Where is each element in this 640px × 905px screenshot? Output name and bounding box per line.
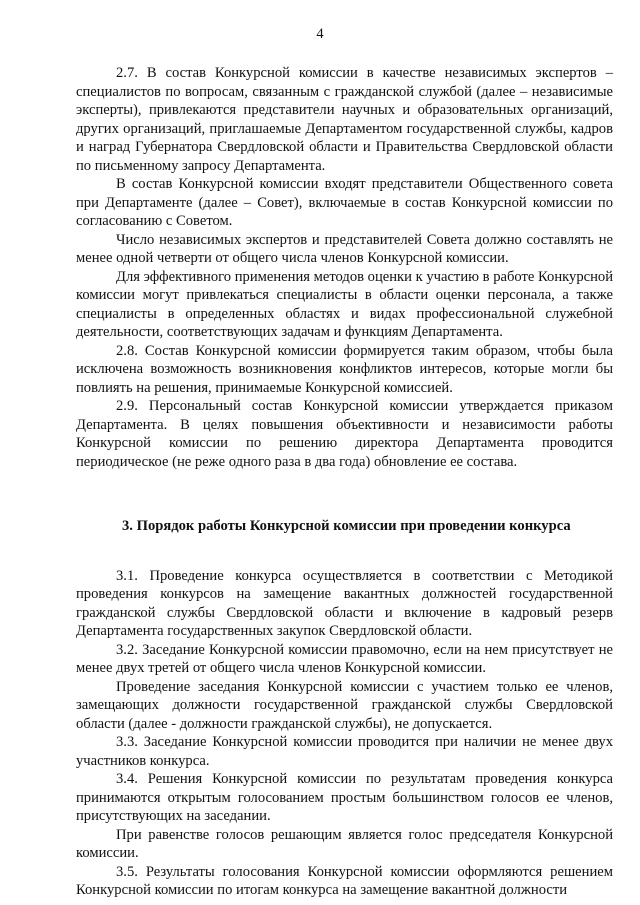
page-number: 4 xyxy=(316,26,324,42)
paragraph-2-9: 2.9. Персональный состав Конкурсной комиссии утверждается приказом Департамента. В целях повышения объективности и независимости работы Конкурсной комиссии по решению директора Департамента проводится периодическое (не реже одного раза в два года) обновление ее состава. xyxy=(76,398,613,470)
paragraph-session-restriction: Проведение заседания Конкурсной комиссии с участием только ее членов, замещающих должности государственной гражданской службы Свердловской области (далее - должности гражданской службы), не допускается. xyxy=(76,678,613,732)
paragraph-assessment-specialists: Для эффективного применения методов оценки к участию в работе Конкурсной комиссии могут привлекаться специалисты в области оценки персонала, а также специалисты в определенных областях и видах профессиональной служебной деятельности, соответствующих задачам и функциям Департамента. xyxy=(76,268,614,340)
paragraph-3-4: 3.4. Решения Конкурсной комиссии по результатам проведения конкурса принимаются открытым голосованием простым большинством голосов ее членов, присутствующих на заседании. xyxy=(76,771,613,824)
paragraph-3-1: 3.1. Проведение конкурса осуществляется в соответствии с Методикой проведения конкурсов на замещение вакантных должностей государственной гражданской службы Свердловской области и включение в кадровый резерв Департамента государственных закупок Свердловской области. xyxy=(76,567,613,639)
paragraph-2-8: 2.8. Состав Конкурсной комиссии формируется таким образом, чтобы была исключена возможность возникновения конфликтов интересов, которые могли бы повлиять на решения, принимаемые Конкурсной комиссией. xyxy=(76,342,613,396)
paragraph-3-3: 3.3. Заседание Конкурсной комиссии проводится при наличии не менее двух участников конкурса. xyxy=(76,734,613,769)
paragraph-3-2: 3.2. Заседание Конкурсной комиссии правомочно, если на нем присутствует не менее двух третей от общего числа членов Конкурсной комиссии. xyxy=(76,641,613,676)
paragraph-tie-vote: При равенстве голосов решающим является голос председателя Конкурсной комиссии. xyxy=(76,826,613,861)
paragraph-council-members: В состав Конкурсной комиссии входят представители Общественного совета при Департаменте (далее – Совет), включаемые в состав Конкурсной комиссии по согласованию с Советом. xyxy=(76,176,613,229)
paragraph-2-7: 2.7. В состав Конкурсной комиссии в качестве независимых экспертов – специалистов по вопросам, связанным с гражданской службой (далее – независимые эксперты), привлекаются представители научных и образовательных организаций, других организаций, приглашаемые Департаментом государственной службы, кадров и наград Губернатора Свердловской области и Правительства Свердловской области по письменному запросу Департамента. xyxy=(76,65,613,174)
paragraph-experts-quota: Число независимых экспертов и представителей Совета должно составлять не менее одной четверти от общего числа членов Конкурсной комиссии. xyxy=(76,231,613,266)
section-3-heading: 3. Порядок работы Конкурсной комиссии при проведении конкурса xyxy=(122,518,571,534)
paragraph-3-5: 3.5. Результаты голосования Конкурсной комиссии оформляются решением Конкурсной комиссии по итогам конкурса на замещение вакантной должности xyxy=(76,863,613,898)
document-body xyxy=(76,64,613,900)
